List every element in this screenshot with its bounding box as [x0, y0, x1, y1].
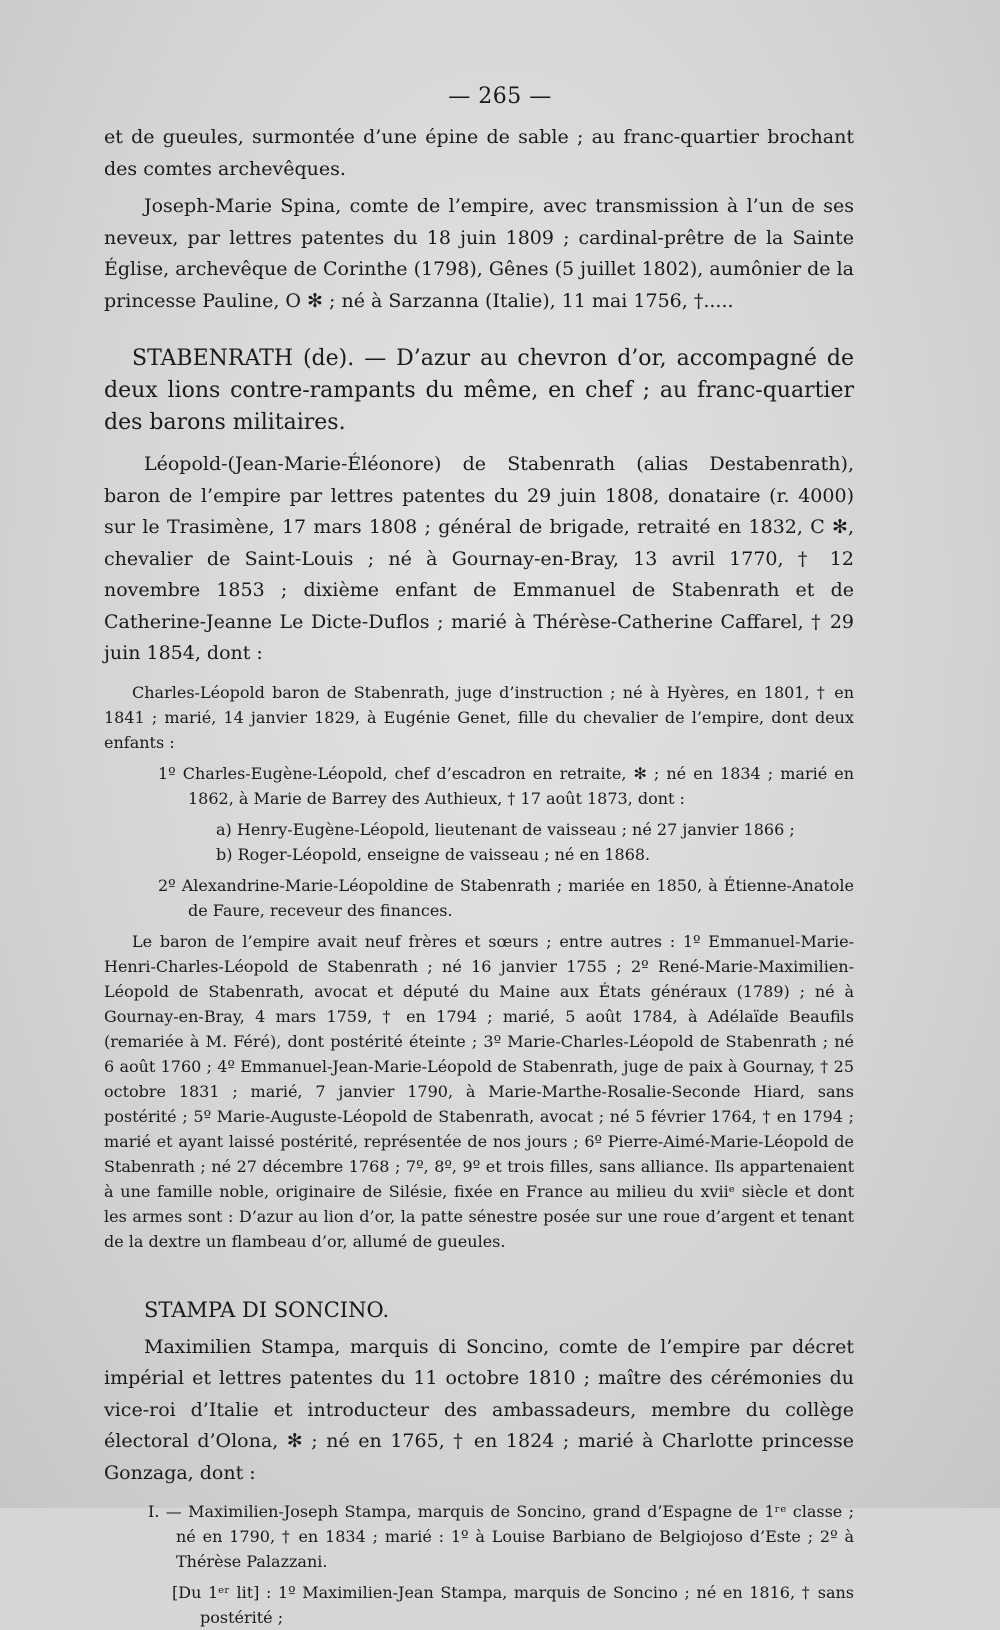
- paragraph-henry-eugene: a) Henry-Eugène-Léopold, lieutenant de vaisseau ; né 27 janvier 1866 ;: [216, 819, 795, 839]
- paragraph-first-marriage: [Du 1ᵉʳ lit] : 1º Maximilien-Jean Stampa, marquis de Soncino ; né en 1816, † sans postérité ;: [172, 1583, 854, 1627]
- paragraph-leopold-stabenrath: Léopold-(Jean-Marie-Éléonore) de Stabenrath (alias Destabenrath), baron de l’empire par lettres patentes du 29 juin 1808, donataire (r. 4000) sur le Trasimène, 17 mars 1808 ; général de brigade, retraité en 1832, C ✻, chevalier de Saint-Louis ; né à Gournay-en-Bray, 13 avril 1770, † 12 novembre 1853 ; dixième enfant de Emmanuel de Stabenrath et de Catherine-Jeanne Le Dicte-Duflos ; marié à Thérèse-Catherine Caffarel, † 29 juin 1854, dont :: [104, 453, 854, 664]
- paragraph-siblings: Le baron de l’empire avait neuf frères et sœurs ; entre autres : 1º Emmanuel-Marie-Henri-Charles-Léopold de Stabenrath ; né 16 janvier 1755 ; 2º René-Marie-Maximilien-Léopold de Stabenrath, avocat et député du Maine aux États généraux (1789) ; né à Gournay-en-Bray, 4 mars 1759, † en 1794 ; marié, 5 août 1784, à Adélaïde Beaufils (remariée à M. Féré), dont postérité éteinte ; 3º Marie-Charles-Léopold de Stabenrath ; né 6 août 1760 ; 4º Emmanuel-Jean-Marie-Léopold de Stabenrath, juge de paix à Gournay, † 25 octobre 1831 ; marié, 7 janvier 1790, à Marie-Marthe-Rosalie-Seconde Hiard, sans postérité ; 5º Marie-Auguste-Léopold de Stabenrath, avocat ; né 5 février 1764, † en 1794 ; marié et ayant laissé postérité, représentée de nos jours ; 6º Pierre-Aimé-Marie-Léopold de Stabenrath ; né 27 décembre 1768 ; 7º, 8º, 9º et trois filles, sans alliance. Ils appartenaient à une famille noble, originaire de Silésie, fixée en France au milieu du xviiᵉ siècle et dont les armes sont : D’azur au lion d’or, la patte sénestre posée sur une roue d’argent et tenant de la dextre un flambeau d’or, allumé de gueules.: [104, 931, 854, 1251]
- paragraph-charles-eugene: 1º Charles-Eugène-Léopold, chef d’escadron en retraite, ✻ ; né en 1834 ; marié en 1862, à Marie de Barrey des Authieux, † 17 août 1873, dont :: [158, 763, 854, 808]
- paragraph-blazon-continuation: et de gueules, surmontée d’une épine de sable ; au franc-quartier brochant des comtes archevêques.: [104, 126, 854, 180]
- paragraph-roger-leopold: b) Roger-Léopold, enseigne de vaisseau ; né en 1868.: [216, 844, 651, 864]
- text-column: [104, 122, 854, 1630]
- paragraph-maximilien-stampa: Maximilien Stampa, marquis di Soncino, comte de l’empire par décret impérial et lettres patentes du 11 octobre 1810 ; maître des cérémonies du vice-roi d’Italie et introducteur des ambassadeurs, membre du collège électoral d’Olona, ✻ ; né en 1765, † en 1824 ; marié à Charlotte princesse Gonzaga, dont :: [104, 1335, 854, 1484]
- paragraph-maximilien-joseph: I. — Maximilien-Joseph Stampa, marquis de Soncino, grand d’Espagne de 1ʳᵉ classe ; né en 1790, † en 1834 ; marié : 1º à Louise Barbiano de Belgiojoso d’Este ; 2º à Thérèse Palazzani.: [148, 1502, 854, 1571]
- entry-heading-stampa: STAMPA DI SONCINO.: [144, 1297, 390, 1322]
- paragraph-charles-leopold: Charles-Léopold baron de Stabenrath, juge d’instruction ; né à Hyères, en 1801, † en 1841 ; marié, 14 janvier 1829, à Eugénie Genet, fille du chevalier de l’empire, dont deux enfants :: [104, 682, 854, 752]
- paragraph-spina: Joseph-Marie Spina, comte de l’empire, avec transmission à l’un de ses neveux, par lettres patentes du 18 juin 1809 ; cardinal-prêtre de la Sainte Église, archevêque de Corinthe (1798), Gênes (5 juillet 1802), aumônier de la princesse Pauline, O ✻ ; né à Sarzanna (Italie), 11 mai 1756, †.....: [104, 195, 854, 312]
- paragraph-alexandrine: 2º Alexandrine-Marie-Léopoldine de Stabenrath ; mariée en 1850, à Étienne-Anatole de Faure, receveur des finances.: [158, 875, 854, 920]
- entry-heading-stabenrath: STABENRATH (de). — D’azur au chevron d’or, accompagné de deux lions contre-rampants du même, en chef ; au franc-quartier des barons militaires.: [104, 346, 854, 435]
- page-number: — 265 —: [448, 84, 552, 109]
